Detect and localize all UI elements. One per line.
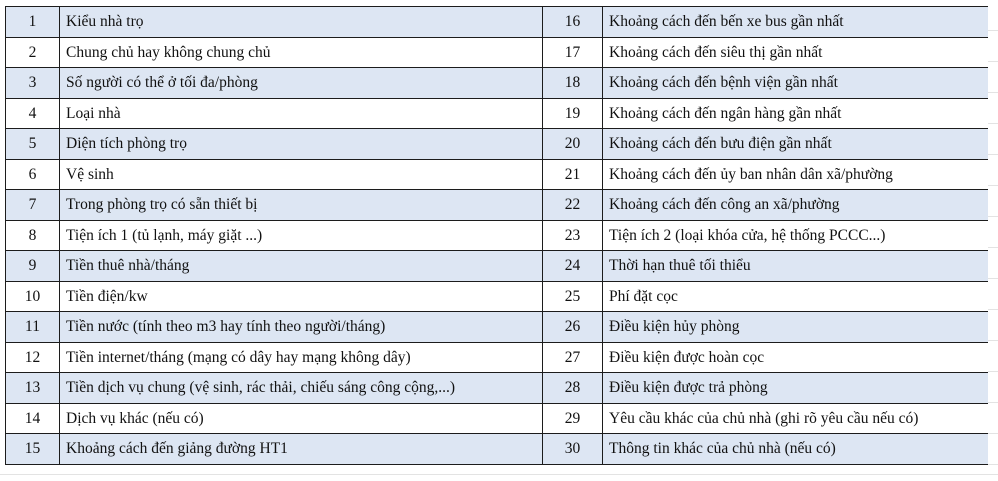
criterion-text-cell[interactable]: Khoảng cách đến bưu điện gần nhất xyxy=(603,129,989,160)
criterion-text-cell[interactable]: Tiện ích 1 (tủ lạnh, máy giặt ...) xyxy=(60,220,543,251)
criteria-table xyxy=(5,6,989,465)
criterion-text-cell[interactable]: Chung chủ hay không chung chủ xyxy=(60,37,543,68)
table-row xyxy=(6,37,989,68)
table-row xyxy=(6,7,989,38)
table-row xyxy=(6,159,989,190)
criterion-text-cell[interactable]: Tiền internet/tháng (mạng có dây hay mạng không dây) xyxy=(60,342,543,373)
criterion-number-cell[interactable]: 5 xyxy=(6,129,60,160)
criterion-number-cell[interactable]: 26 xyxy=(543,312,603,343)
criterion-number-cell[interactable]: 28 xyxy=(543,373,603,404)
criteria-table-body xyxy=(6,7,989,465)
criterion-number-cell[interactable]: 8 xyxy=(6,220,60,251)
criterion-number-cell[interactable]: 3 xyxy=(6,68,60,99)
criterion-text-cell[interactable]: Kiểu nhà trọ xyxy=(60,7,543,38)
criterion-number-cell[interactable]: 18 xyxy=(543,68,603,99)
criterion-text-cell[interactable]: Tiền dịch vụ chung (vệ sinh, rác thải, chiếu sáng công cộng,...) xyxy=(60,373,543,404)
criterion-number-cell[interactable]: 12 xyxy=(6,342,60,373)
criterion-number-cell[interactable]: 29 xyxy=(543,403,603,434)
criterion-number-cell[interactable]: 24 xyxy=(543,251,603,282)
criterion-text-cell[interactable]: Khoảng cách đến công an xã/phường xyxy=(603,190,989,221)
table-row xyxy=(6,190,989,221)
criterion-number-cell[interactable]: 20 xyxy=(543,129,603,160)
criterion-number-cell[interactable]: 7 xyxy=(6,190,60,221)
criterion-text-cell[interactable]: Khoảng cách đến siêu thị gần nhất xyxy=(603,37,989,68)
criterion-number-cell[interactable]: 22 xyxy=(543,190,603,221)
criterion-number-cell[interactable]: 14 xyxy=(6,403,60,434)
table-row xyxy=(6,403,989,434)
criterion-number-cell[interactable]: 15 xyxy=(6,434,60,465)
criterion-number-cell[interactable]: 23 xyxy=(543,220,603,251)
criterion-text-cell[interactable]: Tiền nước (tính theo m3 hay tính theo người/tháng) xyxy=(60,312,543,343)
criterion-number-cell[interactable]: 17 xyxy=(543,37,603,68)
criterion-text-cell[interactable]: Phí đặt cọc xyxy=(603,281,989,312)
table-row xyxy=(6,312,989,343)
criterion-text-cell[interactable]: Trong phòng trọ có sẵn thiết bị xyxy=(60,190,543,221)
criterion-text-cell[interactable]: Diện tích phòng trọ xyxy=(60,129,543,160)
criterion-text-cell[interactable]: Thời hạn thuê tối thiểu xyxy=(603,251,989,282)
criterion-number-cell[interactable]: 4 xyxy=(6,98,60,129)
criterion-number-cell[interactable]: 1 xyxy=(6,7,60,38)
criterion-text-cell[interactable]: Khoảng cách đến ngân hàng gần nhất xyxy=(603,98,989,129)
criterion-number-cell[interactable]: 11 xyxy=(6,312,60,343)
table-row xyxy=(6,373,989,404)
criterion-number-cell[interactable]: 16 xyxy=(543,7,603,38)
criterion-text-cell[interactable]: Tiền điện/kw xyxy=(60,281,543,312)
criterion-text-cell[interactable]: Số người có thể ở tối đa/phòng xyxy=(60,68,543,99)
criterion-text-cell[interactable]: Khoảng cách đến giảng đường HT1 xyxy=(60,434,543,465)
sheet-gridlines-right xyxy=(988,0,998,481)
table-row xyxy=(6,251,989,282)
criterion-text-cell[interactable]: Khoảng cách đến ủy ban nhân dân xã/phường xyxy=(603,159,989,190)
criterion-number-cell[interactable]: 27 xyxy=(543,342,603,373)
table-row xyxy=(6,98,989,129)
criterion-text-cell[interactable]: Khoảng cách đến bệnh viện gần nhất xyxy=(603,68,989,99)
criterion-number-cell[interactable]: 21 xyxy=(543,159,603,190)
table-row xyxy=(6,434,989,465)
criterion-text-cell[interactable]: Dịch vụ khác (nếu có) xyxy=(60,403,543,434)
criterion-number-cell[interactable]: 9 xyxy=(6,251,60,282)
criterion-text-cell[interactable]: Loại nhà xyxy=(60,98,543,129)
criterion-number-cell[interactable]: 25 xyxy=(543,281,603,312)
criterion-number-cell[interactable]: 2 xyxy=(6,37,60,68)
criterion-text-cell[interactable]: Điều kiện hủy phòng xyxy=(603,312,989,343)
table-row xyxy=(6,281,989,312)
table-row xyxy=(6,129,989,160)
table-row xyxy=(6,220,989,251)
criterion-number-cell[interactable]: 13 xyxy=(6,373,60,404)
criterion-text-cell[interactable]: Tiền thuê nhà/tháng xyxy=(60,251,543,282)
criterion-text-cell[interactable]: Điều kiện được hoàn cọc xyxy=(603,342,989,373)
criterion-number-cell[interactable]: 19 xyxy=(543,98,603,129)
criterion-text-cell[interactable]: Yêu cầu khác của chủ nhà (ghi rõ yêu cầu nếu có) xyxy=(603,403,989,434)
table-row xyxy=(6,342,989,373)
criterion-number-cell[interactable]: 6 xyxy=(6,159,60,190)
criterion-text-cell[interactable]: Vệ sinh xyxy=(60,159,543,190)
criterion-text-cell[interactable]: Khoảng cách đến bến xe bus gần nhất xyxy=(603,7,989,38)
criterion-number-cell[interactable]: 30 xyxy=(543,434,603,465)
criterion-text-cell[interactable]: Điều kiện được trả phòng xyxy=(603,373,989,404)
criterion-number-cell[interactable]: 10 xyxy=(6,281,60,312)
criterion-text-cell[interactable]: Thông tin khác của chủ nhà (nếu có) xyxy=(603,434,989,465)
criterion-text-cell[interactable]: Tiện ích 2 (loại khóa cửa, hệ thống PCCC...) xyxy=(603,220,989,251)
table-row xyxy=(6,68,989,99)
sheet-gridline-bottom xyxy=(0,474,998,475)
